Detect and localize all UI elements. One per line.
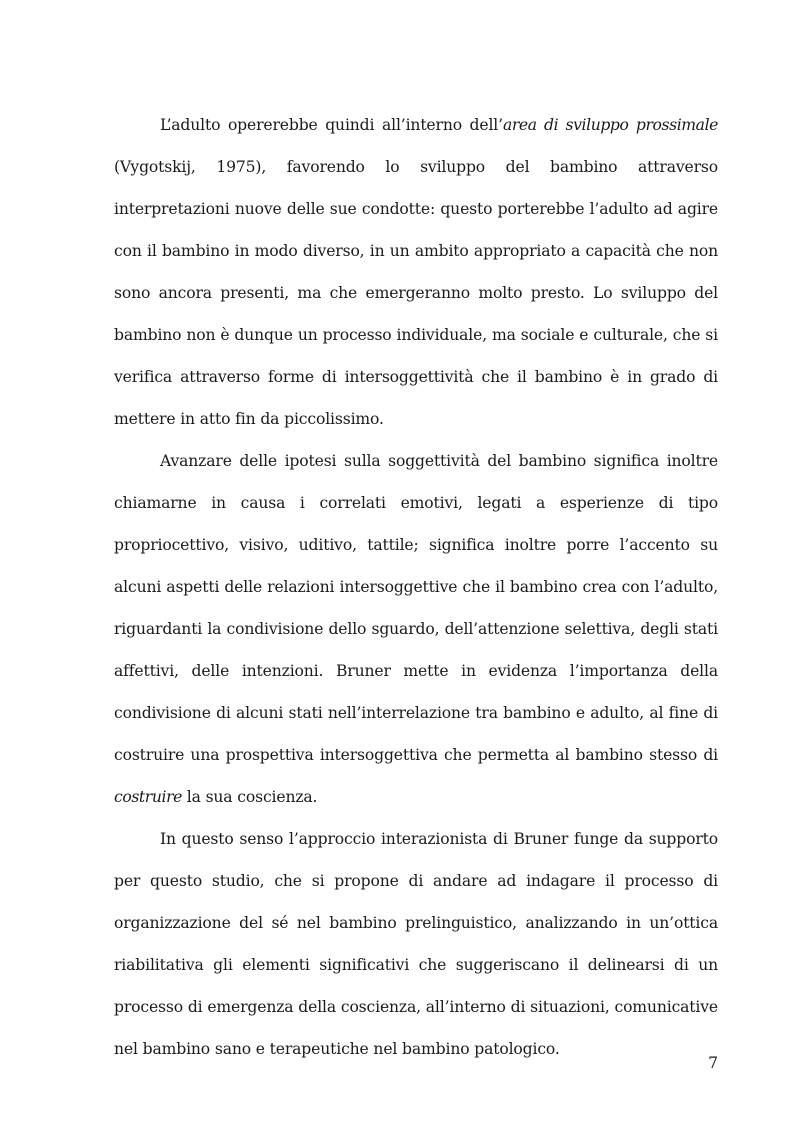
paragraph-1 — [114, 104, 718, 440]
paragraph-2 — [114, 440, 718, 818]
paragraph-2-italic-term: costruire — [114, 788, 182, 806]
body-text — [114, 104, 718, 1070]
paragraph-1-segment-3: (Vygotskij, 1975), favorendo lo sviluppo del bambino attraverso interpretazioni nuove delle sue condotte: questo porterebbe l’adulto ad agire con il bambino in modo diverso, in un ambito appropriato a capacità che non sono ancora presenti, ma che emergeranno molto presto. Lo sviluppo del bambino non è dunque un processo individuale, ma sociale e culturale, che si verifica attraverso forme di intersoggettività che il bambino è in grado di mettere in atto fin da piccolissimo. — [114, 158, 718, 428]
paragraph-1-segment-1: L’adulto opererebbe quindi all’interno dell’ — [160, 116, 503, 134]
paragraph-2-segment-1: Avanzare delle ipotesi sulla soggettività del bambino significa inoltre chiamarne in causa i correlati emotivi, legati a esperienze di tipo propriocettivo, visivo, uditivo, tattile; significa inoltre porre l’accento su alcuni aspetti delle relazioni intersoggettive che il bambino crea con l’adulto, riguardanti la condivisione dello sguardo, dell’attenzione selettiva, degli stati affettivi, delle intenzioni. Bruner mette in evidenza l’importanza della condivisione di alcuni stati nell’interrelazione tra bambino e adulto, al fine di costruire una prospettiva intersoggettiva che permetta al bambino stesso di — [114, 452, 718, 764]
page-number: 7 — [708, 1054, 718, 1072]
paragraph-3 — [114, 818, 718, 1070]
paragraph-2-segment-3: la sua coscienza. — [181, 788, 318, 806]
paragraph-3-segment-1: In questo senso l’approccio interazionista di Bruner funge da supporto per questo studio, che si propone di andare ad indagare il processo di organizzazione del sé nel bambino prelinguistico, analizzando in un’ottica riabilitativa gli elementi significativi che suggeriscano il delinearsi di un processo di emergenza della coscienza, all’interno di situazioni, comunicative nel bambino sano e terapeutiche nel bambino patologico. — [114, 830, 718, 1058]
paragraph-1-italic-term: area di sviluppo prossimale — [502, 116, 718, 134]
